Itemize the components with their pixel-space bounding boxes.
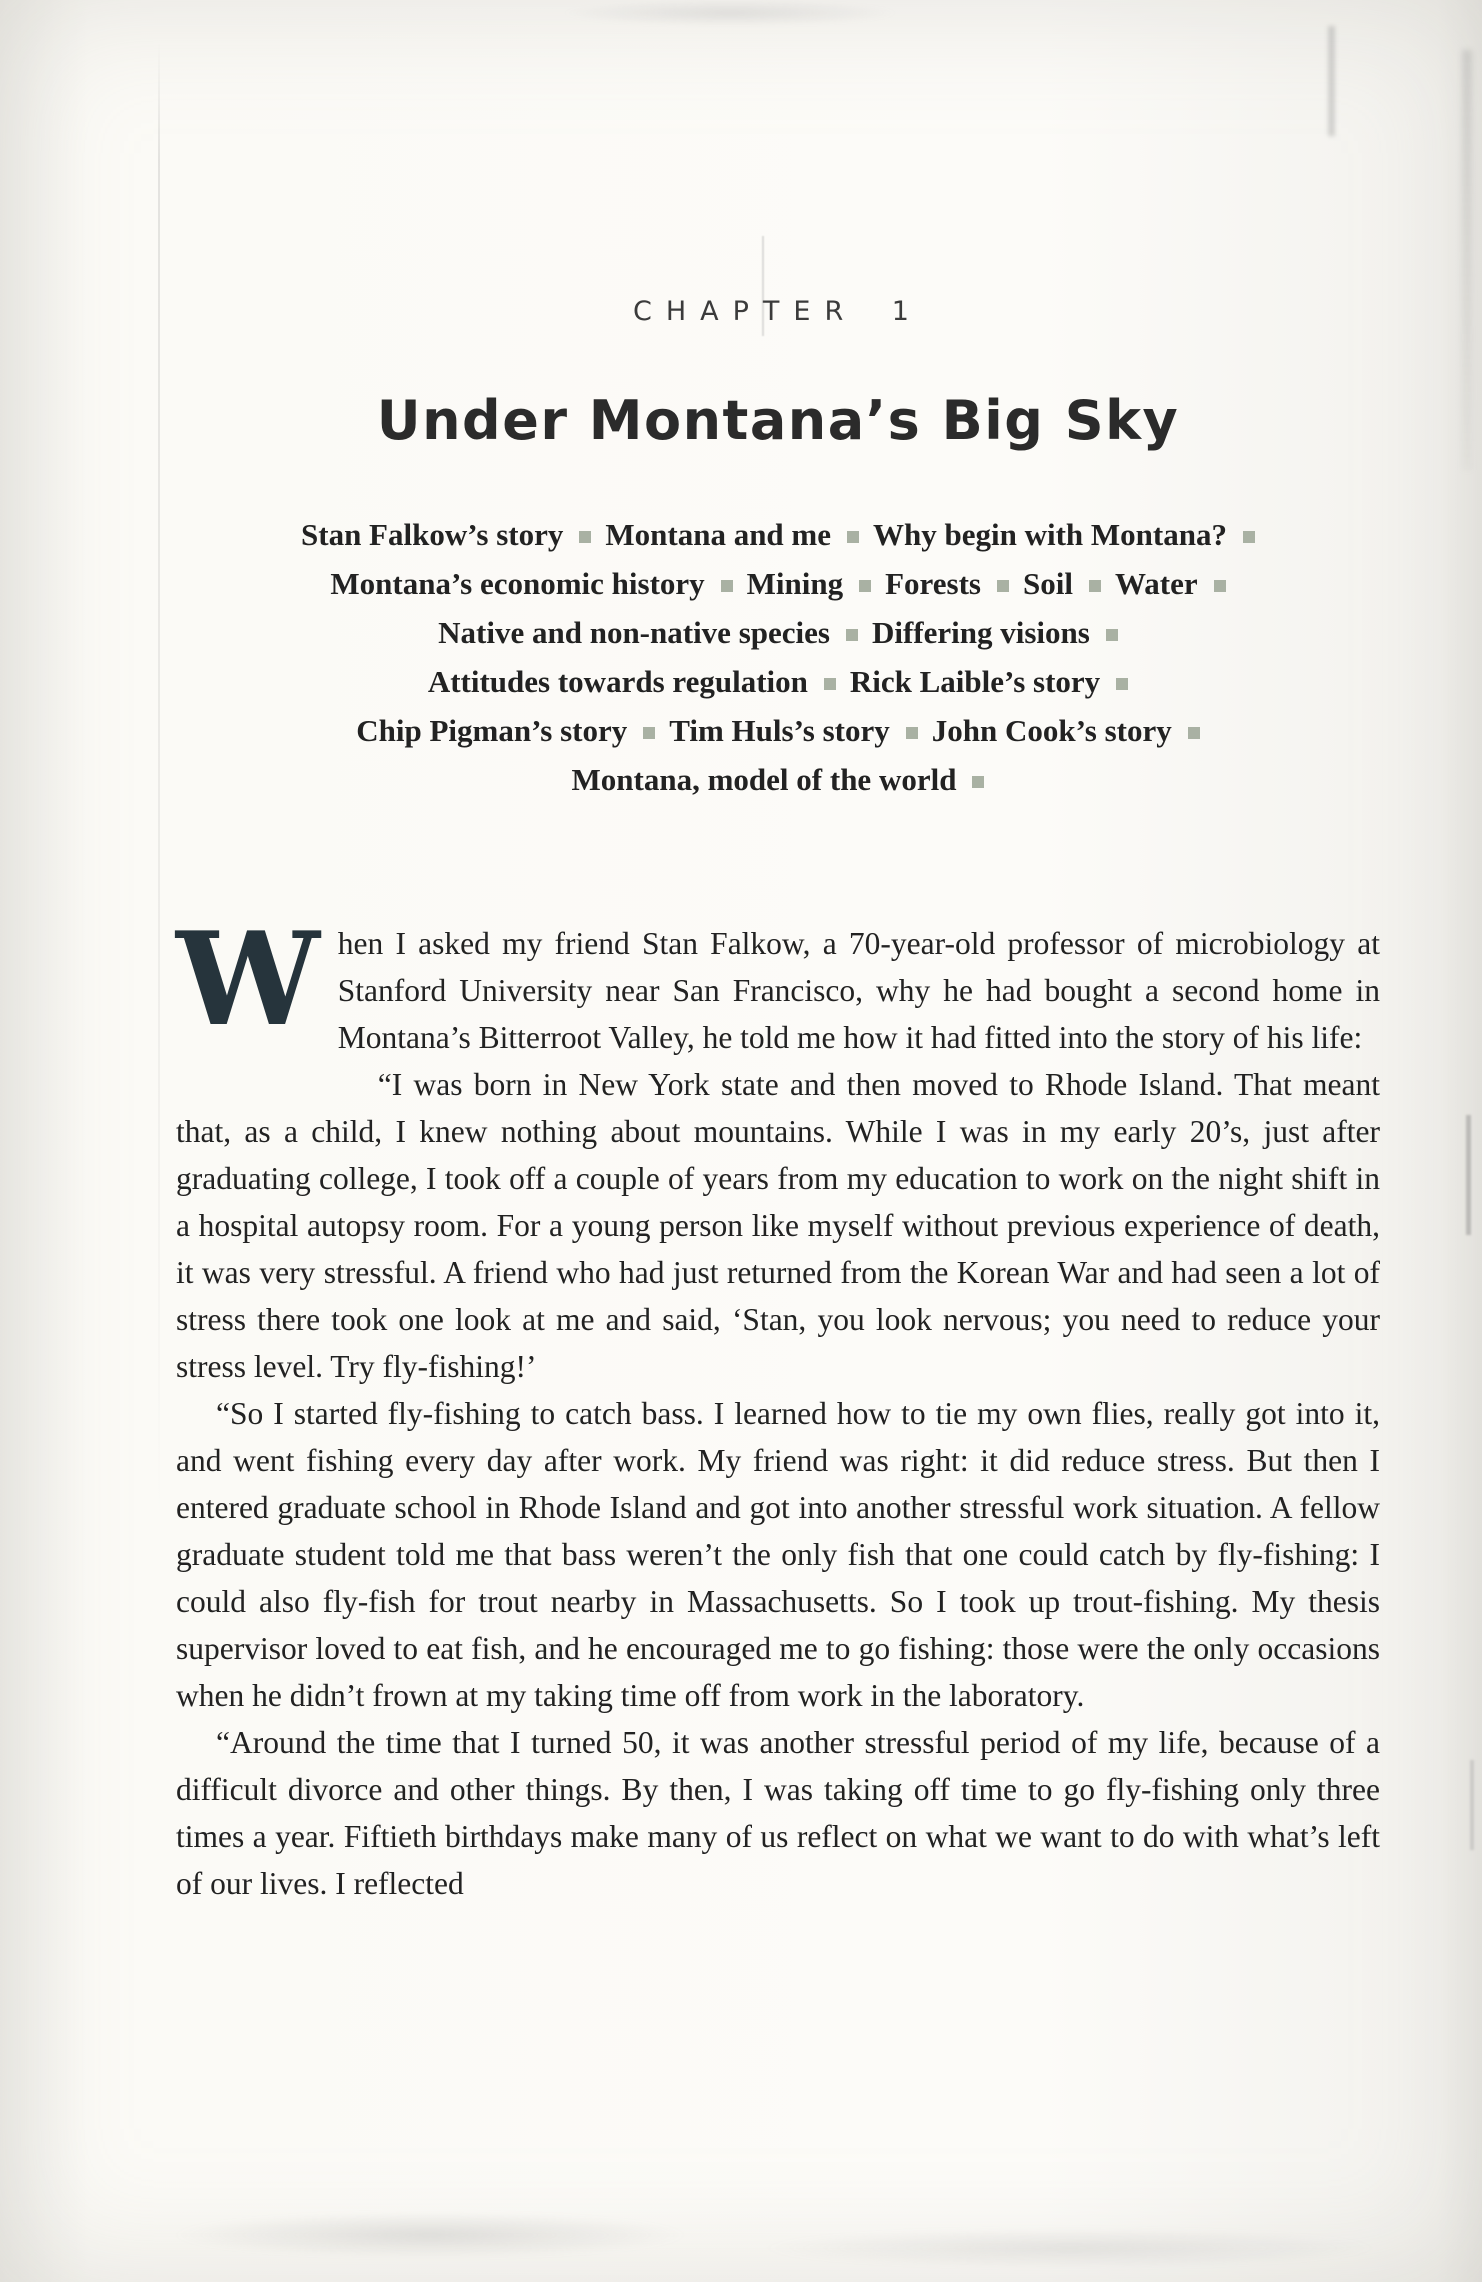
topic-separator-square-icon bbox=[847, 531, 859, 543]
drop-cap: W bbox=[176, 905, 320, 1055]
topic-item: Differing visions bbox=[871, 615, 1090, 650]
topic-item: Montana’s economic history bbox=[330, 566, 705, 601]
topic-separator-square-icon bbox=[846, 629, 858, 641]
topic-line bbox=[176, 608, 1380, 657]
body-text bbox=[176, 905, 1380, 1907]
chapter-title: Under Montana’s Big Sky bbox=[376, 389, 1180, 452]
topic-separator-square-icon bbox=[906, 727, 918, 739]
scan-artifact-right-dash bbox=[1466, 1115, 1471, 1235]
topic-separator-square-icon bbox=[1106, 629, 1118, 641]
topic-separator-square-icon bbox=[824, 678, 836, 690]
topic-separator-square-icon bbox=[1116, 678, 1128, 690]
topic-item: Montana, model of the world bbox=[571, 762, 957, 797]
paragraph: When I asked my friend Stan Falkow, a 70-year-old professor of microbiology at Stanford University near San Francisco, why he had bought a second home in Montana’s Bitterroot Valley, he told me how it had fitted into the story of his life: bbox=[176, 920, 1380, 1061]
topic-item: Stan Falkow’s story bbox=[301, 517, 564, 552]
topic-item: Forests bbox=[885, 566, 981, 601]
scan-artifact-left-line bbox=[158, 42, 160, 1522]
topic-line bbox=[176, 706, 1380, 755]
topic-separator-square-icon bbox=[972, 776, 984, 788]
chapter-label: CHAPTER 1 bbox=[633, 296, 923, 327]
topic-line bbox=[176, 657, 1380, 706]
topic-item: Native and non-native species bbox=[438, 615, 830, 650]
scan-artifact-bottom-smudge bbox=[170, 2212, 690, 2258]
topic-item: Chip Pigman’s story bbox=[356, 713, 628, 748]
topic-separator-square-icon bbox=[579, 531, 591, 543]
paragraph: “Around the time that I turned 50, it was another stressful period of my life, because of a difficult divorce and other things. By then, I was taking off time to go fly-fishing only three times a year. Fiftieth birthdays make many of us reflect on what we want to do with what’s left of our lives. I reflected bbox=[176, 1725, 1380, 1901]
topic-list bbox=[176, 510, 1380, 804]
topic-item: John Cook’s story bbox=[931, 713, 1172, 748]
topic-separator-square-icon bbox=[1188, 727, 1200, 739]
topic-item: Montana and me bbox=[605, 517, 832, 552]
topic-item: Why begin with Montana? bbox=[873, 517, 1227, 552]
topic-separator-square-icon bbox=[1089, 580, 1101, 592]
topic-separator-square-icon bbox=[1243, 531, 1255, 543]
topic-item: Rick Laible’s story bbox=[849, 664, 1101, 699]
topic-item: Mining bbox=[746, 566, 844, 601]
paragraph: “I was born in New York state and then moved to Rhode Island. That meant that, as a child, I knew nothing about mountains. While I was in my early 20’s, just after graduating college, I took off a couple of years from my education to work on the night shift in a hospital autopsy room. For a young person like myself without previous experience of death, it was very stressful. A friend who had just returned from the Korean War and had seen a lot of stress there took one look at me and said, ‘Stan, you look nervous; you need to reduce your stress level. Try fly-fishing!’ bbox=[176, 1067, 1380, 1384]
scan-artifact-right-streak bbox=[1462, 50, 1472, 470]
topic-separator-square-icon bbox=[997, 580, 1009, 592]
topic-item: Attitudes towards regulation bbox=[427, 664, 808, 699]
topic-item: Soil bbox=[1022, 566, 1073, 601]
topic-line bbox=[176, 755, 1380, 804]
topic-item: Water bbox=[1114, 566, 1198, 601]
topic-separator-square-icon bbox=[859, 580, 871, 592]
topic-item: Tim Huls’s story bbox=[669, 713, 890, 748]
topic-separator-square-icon bbox=[1214, 580, 1226, 592]
topic-separator-square-icon bbox=[721, 580, 733, 592]
topic-separator-square-icon bbox=[643, 727, 655, 739]
topic-line bbox=[176, 510, 1380, 559]
topic-line bbox=[176, 559, 1380, 608]
paragraph: “So I started fly-fishing to catch bass. I learned how to tie my own flies, really got into it, and went fishing every day after work. My friend was right: it did reduce stress. But then I entered graduate school in Rhode Island and got into another stressful work situation. A fellow graduate student told me that bass weren’t the only fish that one could catch by fly-fishing: I could also fly-fish for trout nearby in Massachusetts. So I took up trout-fishing. My thesis supervisor loved to eat fish, and he encouraged me to go fishing: those were the only occasions when he didn’t frown at my taking time off from work in the laboratory. bbox=[176, 1396, 1380, 1713]
page-content bbox=[176, 0, 1380, 1907]
scan-artifact-bottom-smudge-right bbox=[760, 2228, 1380, 2268]
scan-artifact-right-dash-lower bbox=[1470, 1760, 1474, 1850]
